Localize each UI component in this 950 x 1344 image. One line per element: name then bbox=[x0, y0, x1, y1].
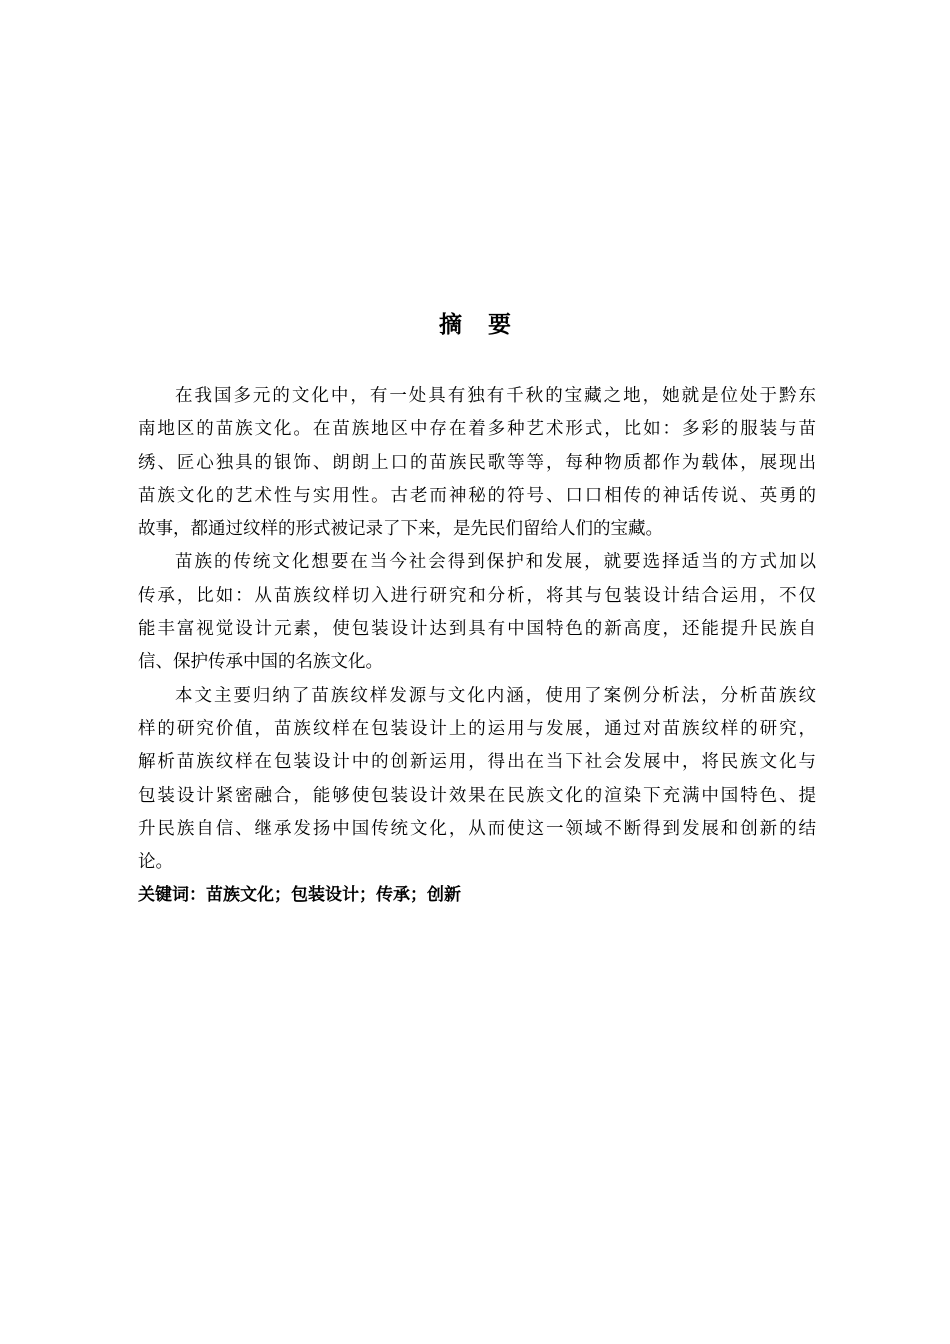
text-line: 样的研究价值，苗族纹样在包装设计上的运用与发展，通过对苗族纹样的研究， bbox=[138, 718, 816, 739]
text-line: 在我国多元的文化中，有一处具有独有千秋的宝藏之地，她就是位处于黔东 bbox=[175, 386, 816, 406]
page-title bbox=[0, 305, 950, 345]
text-line: 信、保护传承中国的名族文化。 bbox=[138, 652, 383, 673]
abstract-body bbox=[138, 380, 816, 913]
text-line: 苗族文化的艺术性与实用性。古老而神秘的符号、口口相传的神话传说、英勇的 bbox=[138, 485, 816, 506]
title-char-1: 摘 bbox=[439, 312, 462, 338]
text-line: 解析苗族纹样在包装设计中的创新运用，得出在当下社会发展中，将民族文化与 bbox=[138, 752, 816, 773]
text-line: 包装设计紧密融合，能够使包装设计效果在民族文化的渲染下充满中国特色、提 bbox=[138, 785, 816, 806]
paragraph bbox=[138, 680, 816, 880]
text-line: 本文主要归纳了苗族纹样发源与文化内涵，使用了案例分析法，分析苗族纹 bbox=[175, 685, 816, 706]
text-line: 南地区的苗族文化。在苗族地区中存在着多种艺术形式，比如：多彩的服装与苗 bbox=[138, 419, 816, 440]
text-line: 升民族自信、继承发扬中国传统文化，从而使这一领域不断得到发展和创新的结 bbox=[138, 818, 816, 839]
text-line: 能丰富视觉设计元素，使包装设计达到具有中国特色的新高度，还能提升民族自 bbox=[138, 619, 816, 640]
paragraph bbox=[138, 546, 816, 679]
text-line: 论。 bbox=[138, 852, 173, 873]
text-line: 绣、匠心独具的银饰、朗朗上口的苗族民歌等等，每种物质都作为载体，展现出 bbox=[138, 452, 816, 473]
text-line: 故事，都通过纹样的形式被记录了下来，是先民们留给人们的宝藏。 bbox=[138, 519, 663, 540]
text-line: 苗族的传统文化想要在当今社会得到保护和发展，就要选择适当的方式加以 bbox=[175, 552, 816, 573]
paragraph bbox=[138, 380, 816, 546]
title-char-2: 要 bbox=[488, 312, 511, 338]
keywords-line: 关键词：苗族文化；包装设计；传承；创新 bbox=[138, 885, 461, 906]
text-line: 传承，比如：从苗族纹样切入进行研究和分析，将其与包装设计结合运用，不仅 bbox=[138, 585, 816, 606]
